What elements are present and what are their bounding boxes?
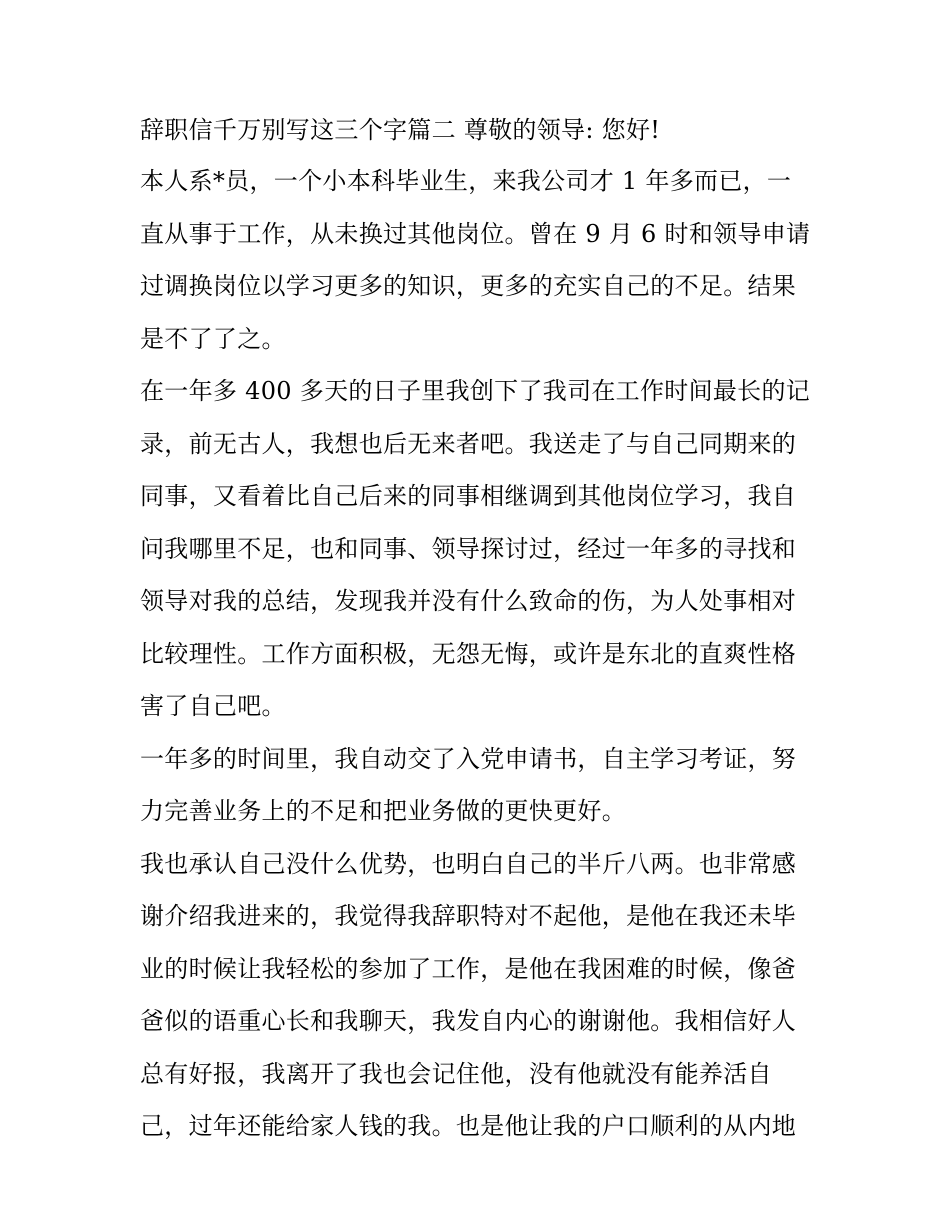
text-line: 爸似的语重心长和我聊天，我发自内心的谢谢他。我相信好人 (140, 1007, 797, 1035)
text-line: 业的时候让我轻松的参加了工作，是他在我困难的时候，像爸 (140, 954, 797, 983)
text-line: 害了自己吧。 (140, 692, 286, 720)
text-line: 录，前无古人，我想也后无来者吧。我送走了与自己同期来的 (140, 429, 797, 458)
text-line: 力完善业务上的不足和把业务做的更快更好。 (140, 797, 626, 825)
text-line: 我也承认自己没什么优势，也明白自己的半斤八两。也非常感 (140, 849, 797, 878)
text-line: 谢介绍我进来的，我觉得我辞职特对不起他，是他在我还未毕 (140, 902, 797, 930)
text-line: 比较理性。工作方面积极，无怨无悔，或许是东北的直爽性格 (140, 639, 797, 668)
text-line: 总有好报，我离开了我也会记住他，没有他就没有能养活自 (140, 1059, 772, 1088)
text-line: 过调换岗位以学习更多的知识，更多的充实自己的不足。结果 (140, 272, 797, 300)
text-line: 领导对我的总结，发现我并没有什么致命的伤，为人处事相对 (140, 587, 797, 615)
text-line: 己，过年还能给家人钱的我。也是他让我的户口顺利的从内地 (140, 1112, 797, 1140)
text-line: 是不了了之。 (140, 324, 286, 353)
text-line: 直从事于工作，从未换过其他岗位。曾在 9 月 6 时和领导申请 (140, 219, 811, 248)
text-line: 本人系*员，一个小本科毕业生，来我公司才 1 年多而已，一 (140, 167, 792, 195)
text-line: 一年多的时间里，我自动交了入党申请书，自主学习考证，努 (140, 744, 797, 773)
text-line: 同事，又看着比自己后来的同事相继调到其他岗位学习，我自 (140, 482, 797, 510)
text-line: 在一年多 400 多天的日子里我创下了我司在工作时间最长的记 (140, 377, 811, 405)
text-line: 问我哪里不足，也和同事、领导探讨过，经过一年多的寻找和 (140, 534, 797, 563)
title-line: 辞职信千万别写这三个字篇二 尊敬的领导: 您好! (140, 116, 661, 144)
document-body (140, 105, 812, 1153)
